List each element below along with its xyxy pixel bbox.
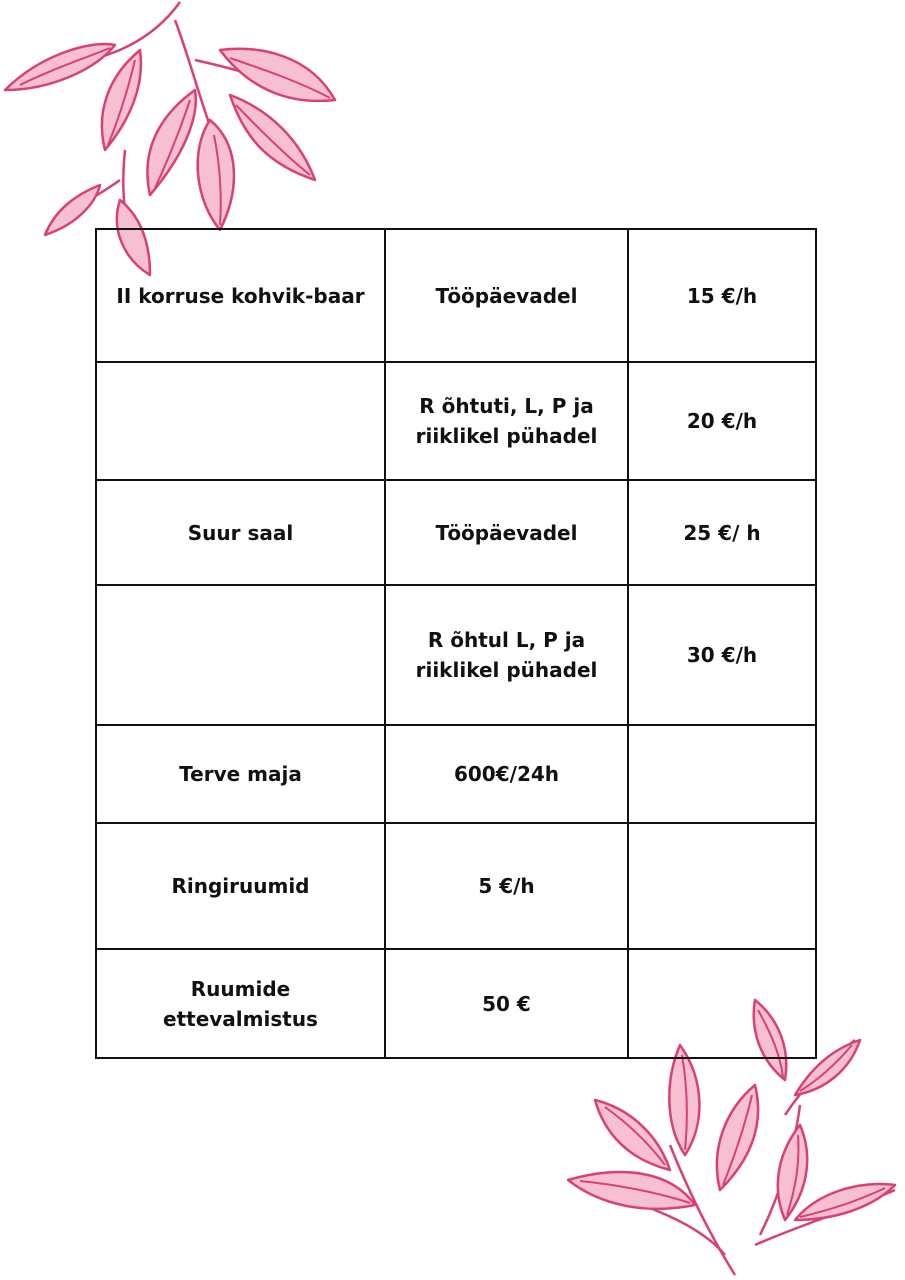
price-cell: 50 €: [385, 949, 628, 1058]
room-cell: Ruumide ettevalmistus: [96, 949, 385, 1058]
price-cell: 25 €/ h: [628, 480, 816, 585]
room-cell: Ringiruumid: [96, 823, 385, 949]
table-row: [96, 480, 816, 585]
empty-cell: [628, 823, 816, 949]
price-table: [95, 228, 817, 1059]
price-cell: 30 €/h: [628, 585, 816, 725]
table-row: [96, 229, 816, 362]
price-cell: 600€/24h: [385, 725, 628, 823]
empty-cell: [628, 725, 816, 823]
period-cell: Tööpäevadel: [385, 480, 628, 585]
price-cell: 20 €/h: [628, 362, 816, 480]
room-cell: Terve maja: [96, 725, 385, 823]
empty-cell: [628, 949, 816, 1058]
period-cell: R õhtul L, P ja riiklikel pühadel: [385, 585, 628, 725]
room-cell: Suur saal: [96, 480, 385, 585]
room-cell: II korruse kohvik-baar: [96, 229, 385, 362]
price-cell: 5 €/h: [385, 823, 628, 949]
period-cell: Tööpäevadel: [385, 229, 628, 362]
table-row: [96, 823, 816, 949]
period-cell: R õhtuti, L, P ja riiklikel pühadel: [385, 362, 628, 480]
room-cell: [96, 362, 385, 480]
price-cell: 15 €/h: [628, 229, 816, 362]
room-cell: [96, 585, 385, 725]
table-row: [96, 725, 816, 823]
table-row: [96, 949, 816, 1058]
table-row: [96, 362, 816, 480]
table-row: [96, 585, 816, 725]
